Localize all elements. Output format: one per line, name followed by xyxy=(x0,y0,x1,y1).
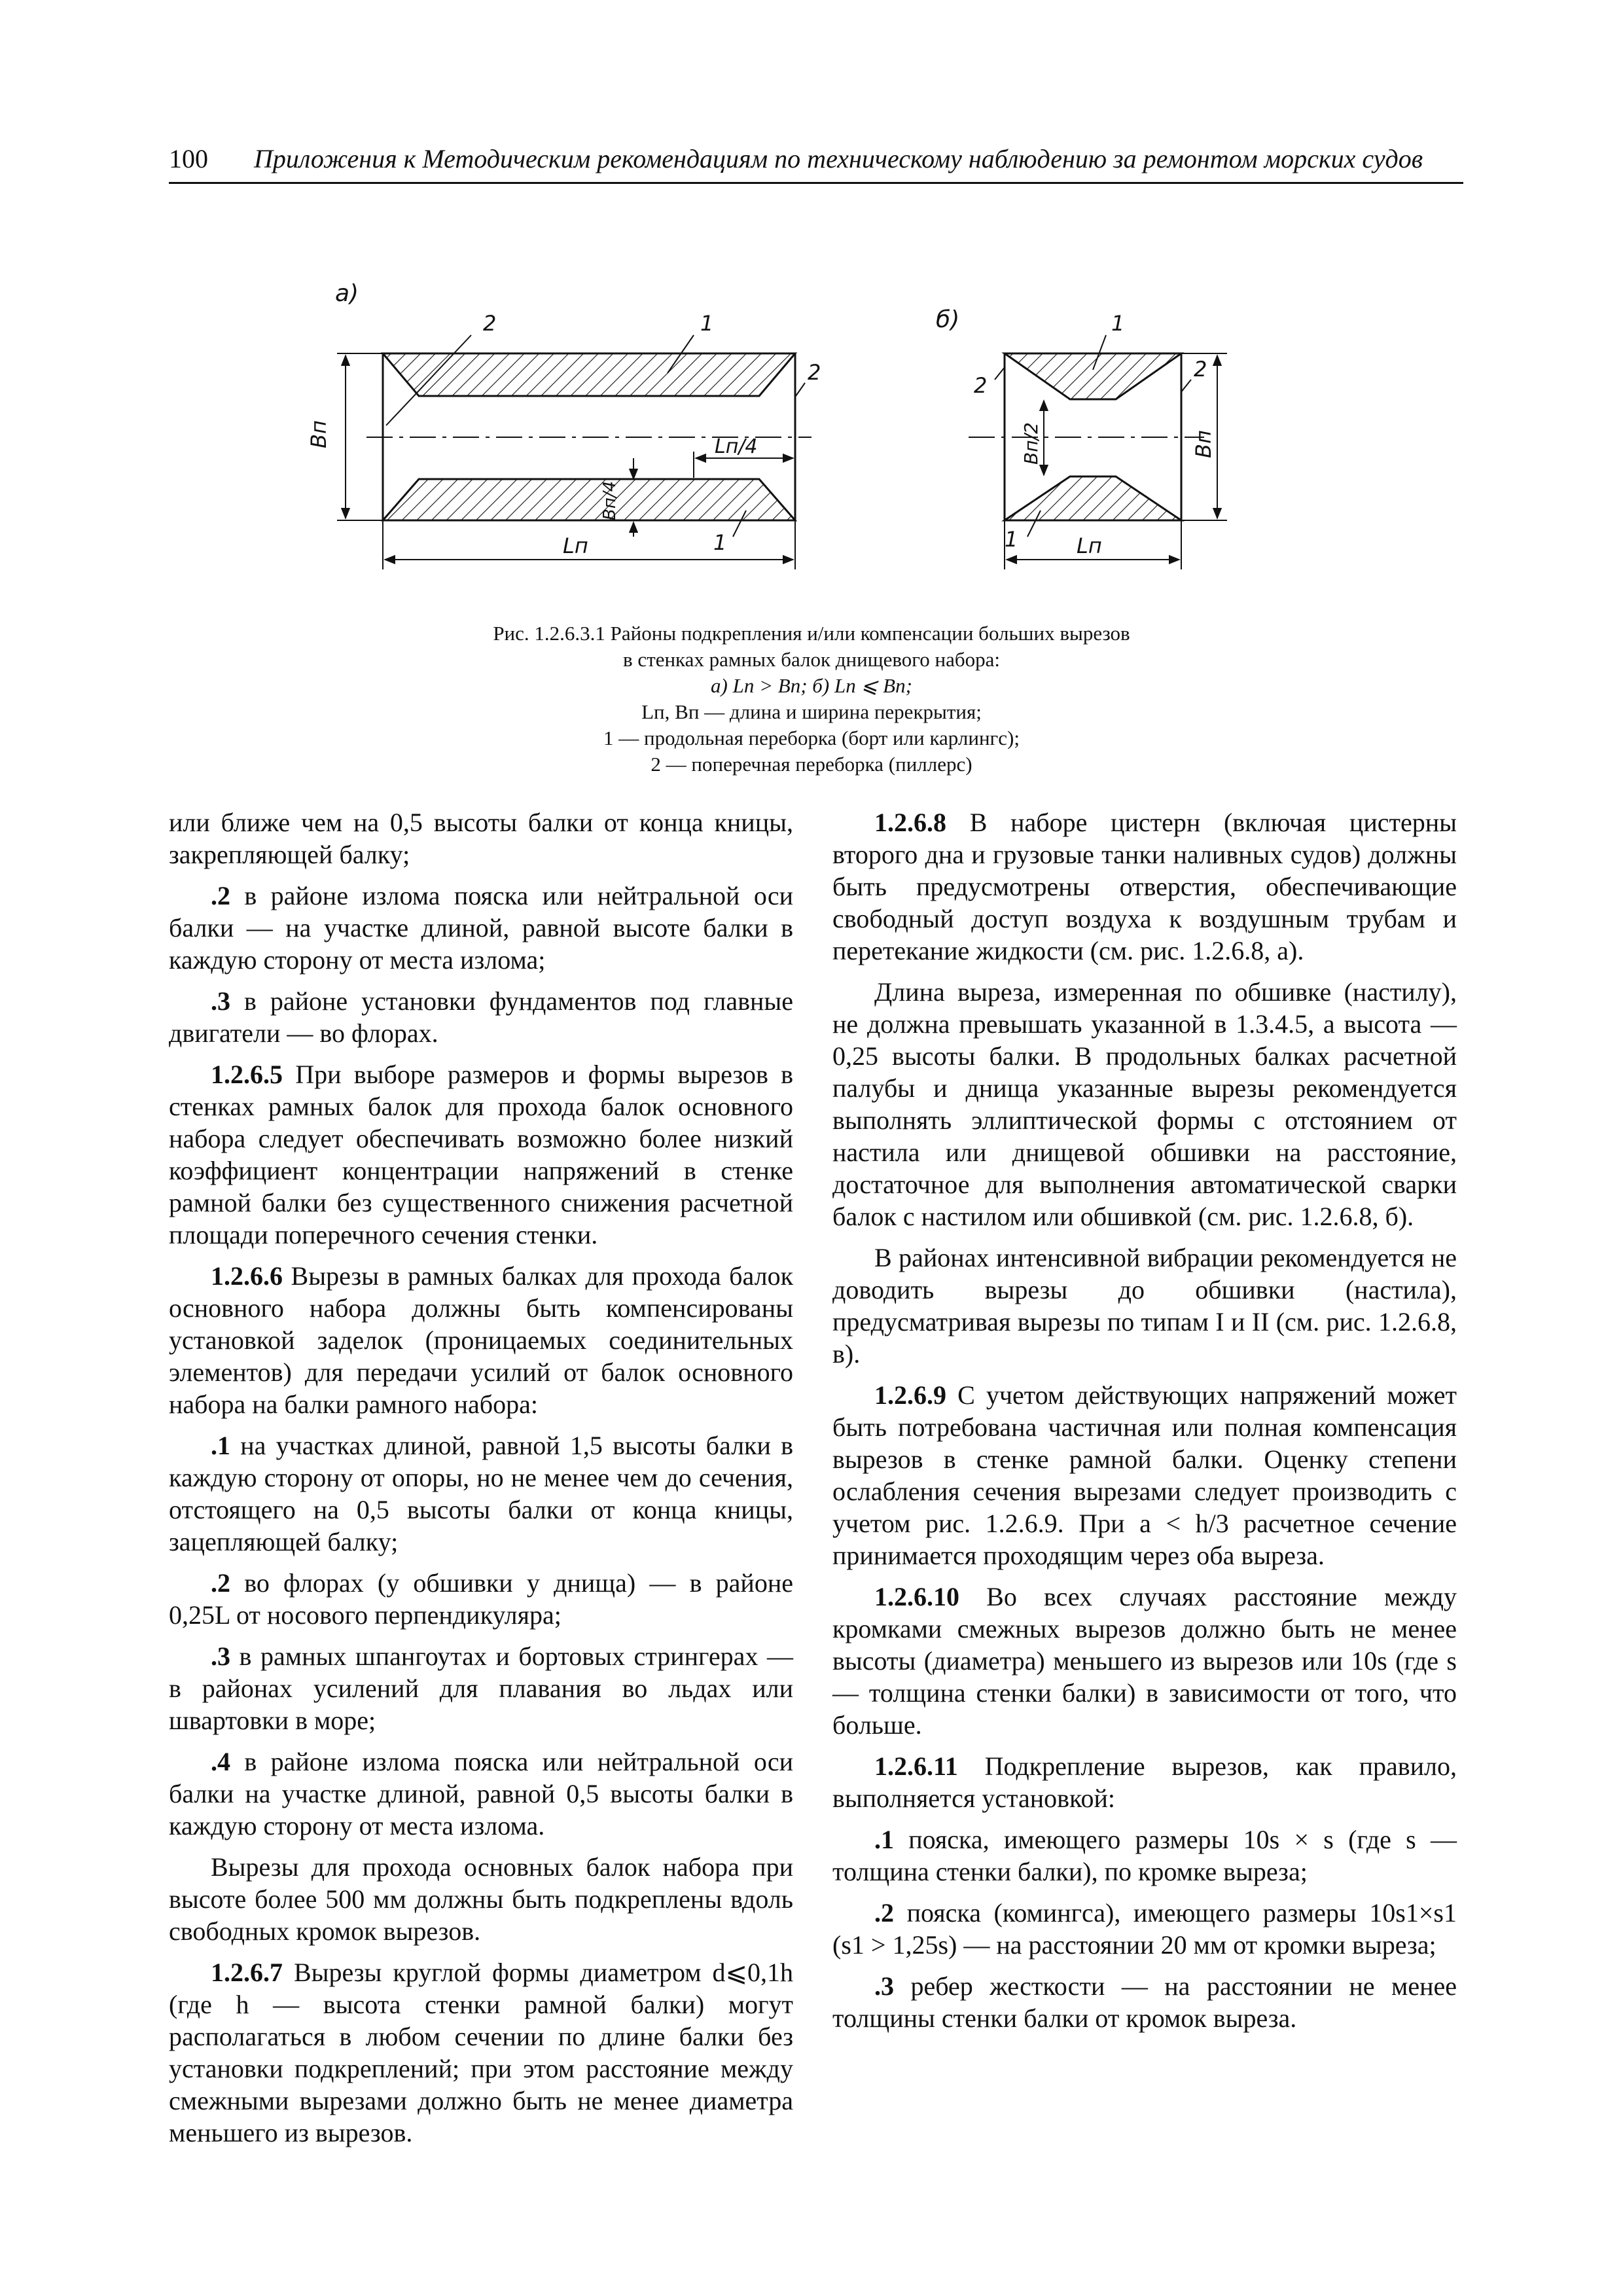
paragraph: 1.2.6.6 Вырезы в рамных балках для прохода балок основного набора должны быть компенсированы установкой заделок (проницаемых соединительных элементов) для передачи усилий от балок основного набора на балки рамного набора: xyxy=(169,1261,793,1419)
caption-line: 1 — продольная переборка (борт или карлингс); xyxy=(603,726,1020,749)
figure-a-dim-height: Bп xyxy=(306,420,331,448)
figure-a-dim-quarter-length: Lп/4 xyxy=(715,435,758,458)
figure-b-callout-2-right: 2 xyxy=(1194,357,1207,382)
figure-a-callout-2-right: 2 xyxy=(808,360,821,385)
figure-b-bottom-zone xyxy=(1005,476,1181,520)
paragraph: .1 на участках длиной, равной 1,5 высоты балки в каждую сторону от опоры, но не менее чем до сечения, отстоящего на 0,5 высоты балки от конца кницы, зацепляющей балку; xyxy=(169,1431,793,1556)
caption-line: 2 — поперечная переборка (пиллерс) xyxy=(651,753,972,776)
caption-line: в стенках рамных балок днищевого набора: xyxy=(623,648,1000,671)
paragraph: 1.2.6.9 С учетом действующих напряжений может быть потребована частичная или полная компенсация вырезов в стенке рамной балки. Оценку степени ослабления сечения вырезами следует производить с учетом рис. 1.2.6.9. При a < h/3 расчетное сечение принимается проходящим через оба выреза. xyxy=(832,1380,1457,1570)
paragraph: В районах интенсивной вибрации рекомендуется не доводить вырезы до обшивки (настила), предусматривая вырезы по типам I и II (см. рис. 1.2.6.8, в). xyxy=(832,1243,1457,1369)
paragraph: .2 во флорах (у обшивки у днища) — в районе 0,25L от носового перпендикуляра; xyxy=(169,1568,793,1630)
paragraph: .3 ребер жесткости — на расстоянии не менее толщины стенки балки от кромок выреза. xyxy=(832,1971,1457,2033)
paragraph: или ближе чем на 0,5 высоты балки от конца кницы, закрепляющей балку; xyxy=(169,808,793,869)
paragraph: 1.2.6.7 Вырезы круглой формы диаметром d⩽0,1h (где h — высота стенки рамной балки) могут располагаться в любом сечении по длине балки без установки подкреплений; при этом расстояние между смежными вырезами должно быть не менее диаметра меньшего из вырезов. xyxy=(169,1958,793,2147)
paragraph: .3 в рамных шпангоутах и бортовых стрингерах — в районах усилений для плавания во льдах или швартовки в море; xyxy=(169,1641,793,1735)
figure-b-dim-half-height: Bп/2 xyxy=(1020,422,1042,465)
paragraph: 1.2.6.8 В наборе цистерн (включая цистерны второго дна и грузовые танки наливных судов) должны быть предусмотрены отверстия, обеспечивающие свободный доступ воздуха к воздушным трубам и перетекание жидкости (см. рис. 1.2.6.8, а). xyxy=(832,808,1457,965)
caption-line: Рис. 1.2.6.3.1 Районы подкрепления и/или компенсации больших вырезов xyxy=(493,622,1130,645)
paragraph: .2 пояска (комингса), имеющего размеры 10s1×s1 (s1 > 1,25s) — на расстоянии 20 мм от кромки выреза; xyxy=(832,1898,1457,1960)
figure-b xyxy=(936,306,1227,569)
paragraph: .3 в районе установки фундаментов под главные двигатели — во флорах. xyxy=(169,986,793,1048)
figure-b-top-zone xyxy=(1005,353,1181,399)
figure-caption xyxy=(366,620,1257,778)
caption-line: а) Lп > Bп; б) Lп ⩽ Bп; xyxy=(711,674,912,697)
figure-a-top-zone xyxy=(383,353,795,396)
running-header xyxy=(169,143,1463,184)
figure-b-callout-1-top: 1 xyxy=(1111,311,1125,336)
figure-a-label: а) xyxy=(335,280,359,307)
paragraph: 1.2.6.5 При выборе размеров и формы вырезов в стенках рамных балок для прохода балок основного набора следует обеспечивать возможно более низкий коэффициент концентрации напряжений в стенке рамной балки без существенного снижения расчетной площади поперечного сечения стенки. xyxy=(169,1060,793,1249)
paragraph: .2 в районе излома пояска или нейтральной оси балки — на участке длиной, равной высоте балки в каждую сторону от места излома; xyxy=(169,881,793,975)
paragraph: 1.2.6.10 Во всех случаях расстояние между кромками смежных вырезов должно быть не менее высоты (диаметра) меньшего из вырезов или 10s (где s — толщина стенки балки) в зависимости от того, что больше. xyxy=(832,1582,1457,1740)
right-column xyxy=(832,806,1457,2043)
figure-a-bottom-zone xyxy=(383,479,795,520)
paragraph: Вырезы для прохода основных балок набора при высоте более 500 мм должны быть подкреплены вдоль свободных кромок вырезов. xyxy=(169,1852,793,1946)
figure-a-callout-1-bottom: 1 xyxy=(713,530,727,555)
figure-a-callout-1-top: 1 xyxy=(700,311,714,336)
figure-b-dim-height: Bп xyxy=(1191,430,1216,458)
figure-a-callout-2-top: 2 xyxy=(483,311,497,336)
figure-b-label: б) xyxy=(936,306,960,333)
figure-1-2-6-3-1 xyxy=(275,262,1427,615)
caption-line: Lп, Bп — длина и ширина перекрытия; xyxy=(641,700,982,723)
left-column xyxy=(169,806,793,2158)
figure-b-dim-length: Lп xyxy=(1077,533,1102,558)
figure-b-callout-2-left: 2 xyxy=(974,373,988,398)
figure-a xyxy=(306,280,821,569)
page-number: 100 xyxy=(169,144,208,173)
paragraph: .1 пояска, имеющего размеры 10s × s (где s — толщина стенки балки), по кромке выреза; xyxy=(832,1825,1457,1886)
figure-b-callout-1-bottom: 1 xyxy=(1005,527,1018,552)
figure-a-dim-quarter-height: Bп/4 xyxy=(600,480,620,520)
paragraph: .4 в районе излома пояска или нейтральной оси балки на участке длиной, равной 0,5 высоты балки в каждую сторону от места излома. xyxy=(169,1747,793,1840)
paragraph: Длина выреза, измеренная по обшивке (настилу), не должна превышать указанной в 1.3.4.5, а высота — 0,25 высоты балки. В продольных балках расчетной палубы и днища указанные вырезы рекомендуется выполнять эллиптической формы с отстоянием от настила или днищевой обшивки на расстояние, достаточное для выполнения автоматической сварки балок с настилом или обшивкой (см. рис. 1.2.6.8, б). xyxy=(832,977,1457,1231)
paragraph: 1.2.6.11 Подкрепление вырезов, как правило, выполняется установкой: xyxy=(832,1751,1457,1813)
figure-a-dim-length: Lп xyxy=(563,533,588,558)
running-title: Приложения к Методическим рекомендациям по техническому наблюдению за ремонтом морских судов xyxy=(254,144,1423,173)
